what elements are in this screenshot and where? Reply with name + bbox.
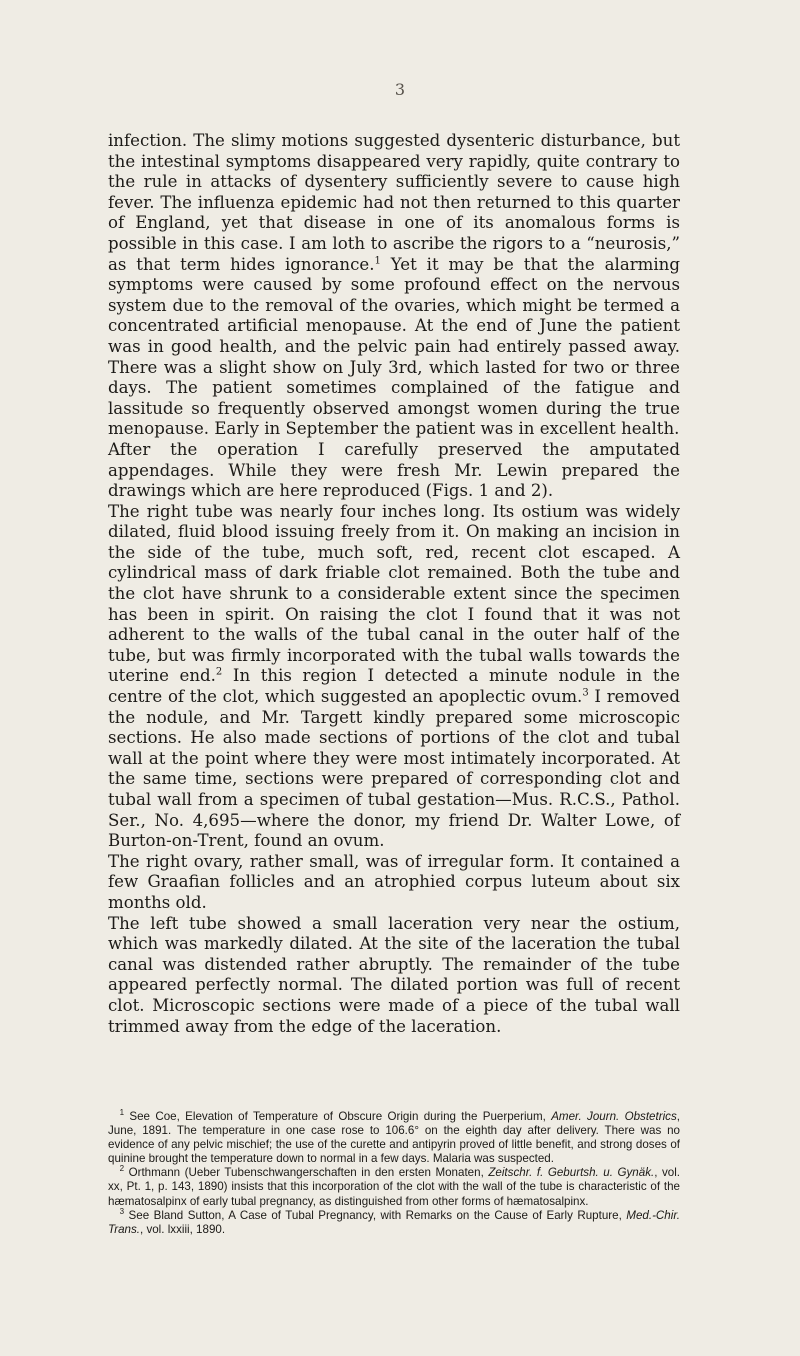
footnote-1 <box>108 1110 680 1166</box>
paragraph-5: The left tube showed a small laceration very near the ostium, which was markedly dilated. At the site of the laceration the tubal canal was distended rather abruptly. The remainder of the tube appeared perfectly normal. The dilated portion was full of recent clot. Microscopic sections were made of a piece of the tubal wall trimmed away from the edge of the laceration. <box>108 913 680 1036</box>
paragraph-text: The right tube was nearly four inches long. Its ostium was widely dilated, fluid blood issuing freely from it. On making an incision in the side of the tube, much soft, red, recent clot escaped. A cylindrical mass of dark friable clot remained. Both the tube and the clot have shrunk to a considerable extent since the specimen has been in spirit. On raising the clot I found that it was not adherent to the walls of the tubal canal in the outer half of the tube, but was firmly incorporated with the tubal walls towards the uterine end. <box>108 501 680 686</box>
paragraph-text: In this region I detected a minute nodule in the centre of the clot, which suggested an apoplectic ovum. <box>108 666 680 707</box>
footnote-text: See Bland Sutton, A Case of Tubal Pregnancy, with Remarks on the Cause of Early Rupture, <box>128 1208 627 1222</box>
paragraph-3 <box>108 502 680 852</box>
body-text <box>108 131 680 1037</box>
footnote-mark: 1 <box>119 1108 125 1118</box>
footnote-citation: Med.-Chir. Trans. <box>108 1208 680 1236</box>
footnote-ref: 3 <box>582 687 589 699</box>
paragraph-4: The right ovary, rather small, was of irregular form. It contained a few Graafian follicles and an atrophied corpus luteum about six months old. <box>108 851 680 912</box>
footnote-text: , vol. lxxiii, 1890. <box>140 1222 226 1236</box>
footnote-mark: 2 <box>119 1164 125 1174</box>
footnote-2 <box>108 1166 680 1208</box>
footnote-ref: 2 <box>215 666 223 678</box>
footnote-citation: Zeitschr. f. Geburtsh. u. Gynäk. <box>488 1166 655 1180</box>
footnote-3 <box>108 1206 680 1237</box>
footnote-citation: Amer. Journ. Obstetrics <box>551 1110 677 1123</box>
footnote-text: Orthmann (Ueber Tubenschwangerschaften in den ersten Monaten, <box>128 1166 489 1180</box>
footnote-text: , vol. xx, Pt. 1, p. 143, 1890) insists that this incorporation of the clot with the wall of the tube is characteristic of the hæmatosalpinx of early tubal pregnancy, as distinguished from other forms of hæmatosalpinx. <box>108 1166 681 1208</box>
paragraph-text: Yet it may be that the alarming symptoms were caused by some profound effect on the nervous system due to the removal of the ovaries, which might be termed a concentrated artificial menopause. At the end of June the patient was in good health, and the pelvic pain had entirely passed away. There was a slight show on July 3rd, which lasted for two or three days. The patient sometimes complained of the fatigue and lassitude so frequently observed amongst women during the true menopause. Early in September the patient was in excellent health. <box>108 254 680 439</box>
footnote-text: , June, 1891. The temperature in one case rose to 106.6° on the eighth day after delivery. There was no evidence of any pelvic mischief; the use of the curette and antipyrin proved of little benefit, and strong doses of quinine brought the temperature down to normal in a few days. Malaria was suspected. <box>108 1110 680 1166</box>
footnote-mark: 3 <box>119 1206 125 1216</box>
paragraph-text: I removed the nodule, and Mr. Targett kindly prepared some microscopic sections. He also made sections of portions of the clot and tubal wall at the point where they were most intimately incorporated. At the same time, sections were prepared of corresponding clot and tubal wall from a specimen of tubal gestation—Mus. R.C.S., Pathol. Ser., No. 4,695—where the donor, my friend Dr. Walter Lowe, of Burton-on-Trent, found an ovum. <box>108 687 681 851</box>
footnotes <box>108 1110 680 1237</box>
footnote-ref: 1 <box>374 255 381 267</box>
page-number: 3 <box>394 80 406 99</box>
footnote-text: See Coe, Elevation of Temperature of Obscure Origin during the Puerperium, <box>129 1110 552 1123</box>
paragraph-2: After the operation I carefully preserved the amputated appendages. While they were fresh Mr. Lewin prepared the drawings which are here reproduced (Figs. 1 and 2). <box>108 439 680 501</box>
paragraph-1 <box>108 131 680 440</box>
paragraph-text: infection. The slimy motions suggested dysenteric disturbance, but the intestinal symptoms disappeared very rapidly, quite contrary to the rule in attacks of dysentery sufficiently severe to cause high fever. The influenza epidemic had not then returned to this quarter of England, yet that disease in one of its anomalous forms is possible in this case. I am loth to ascribe the rigors to a “neurosis,” as that term hides ignorance. <box>108 131 680 274</box>
